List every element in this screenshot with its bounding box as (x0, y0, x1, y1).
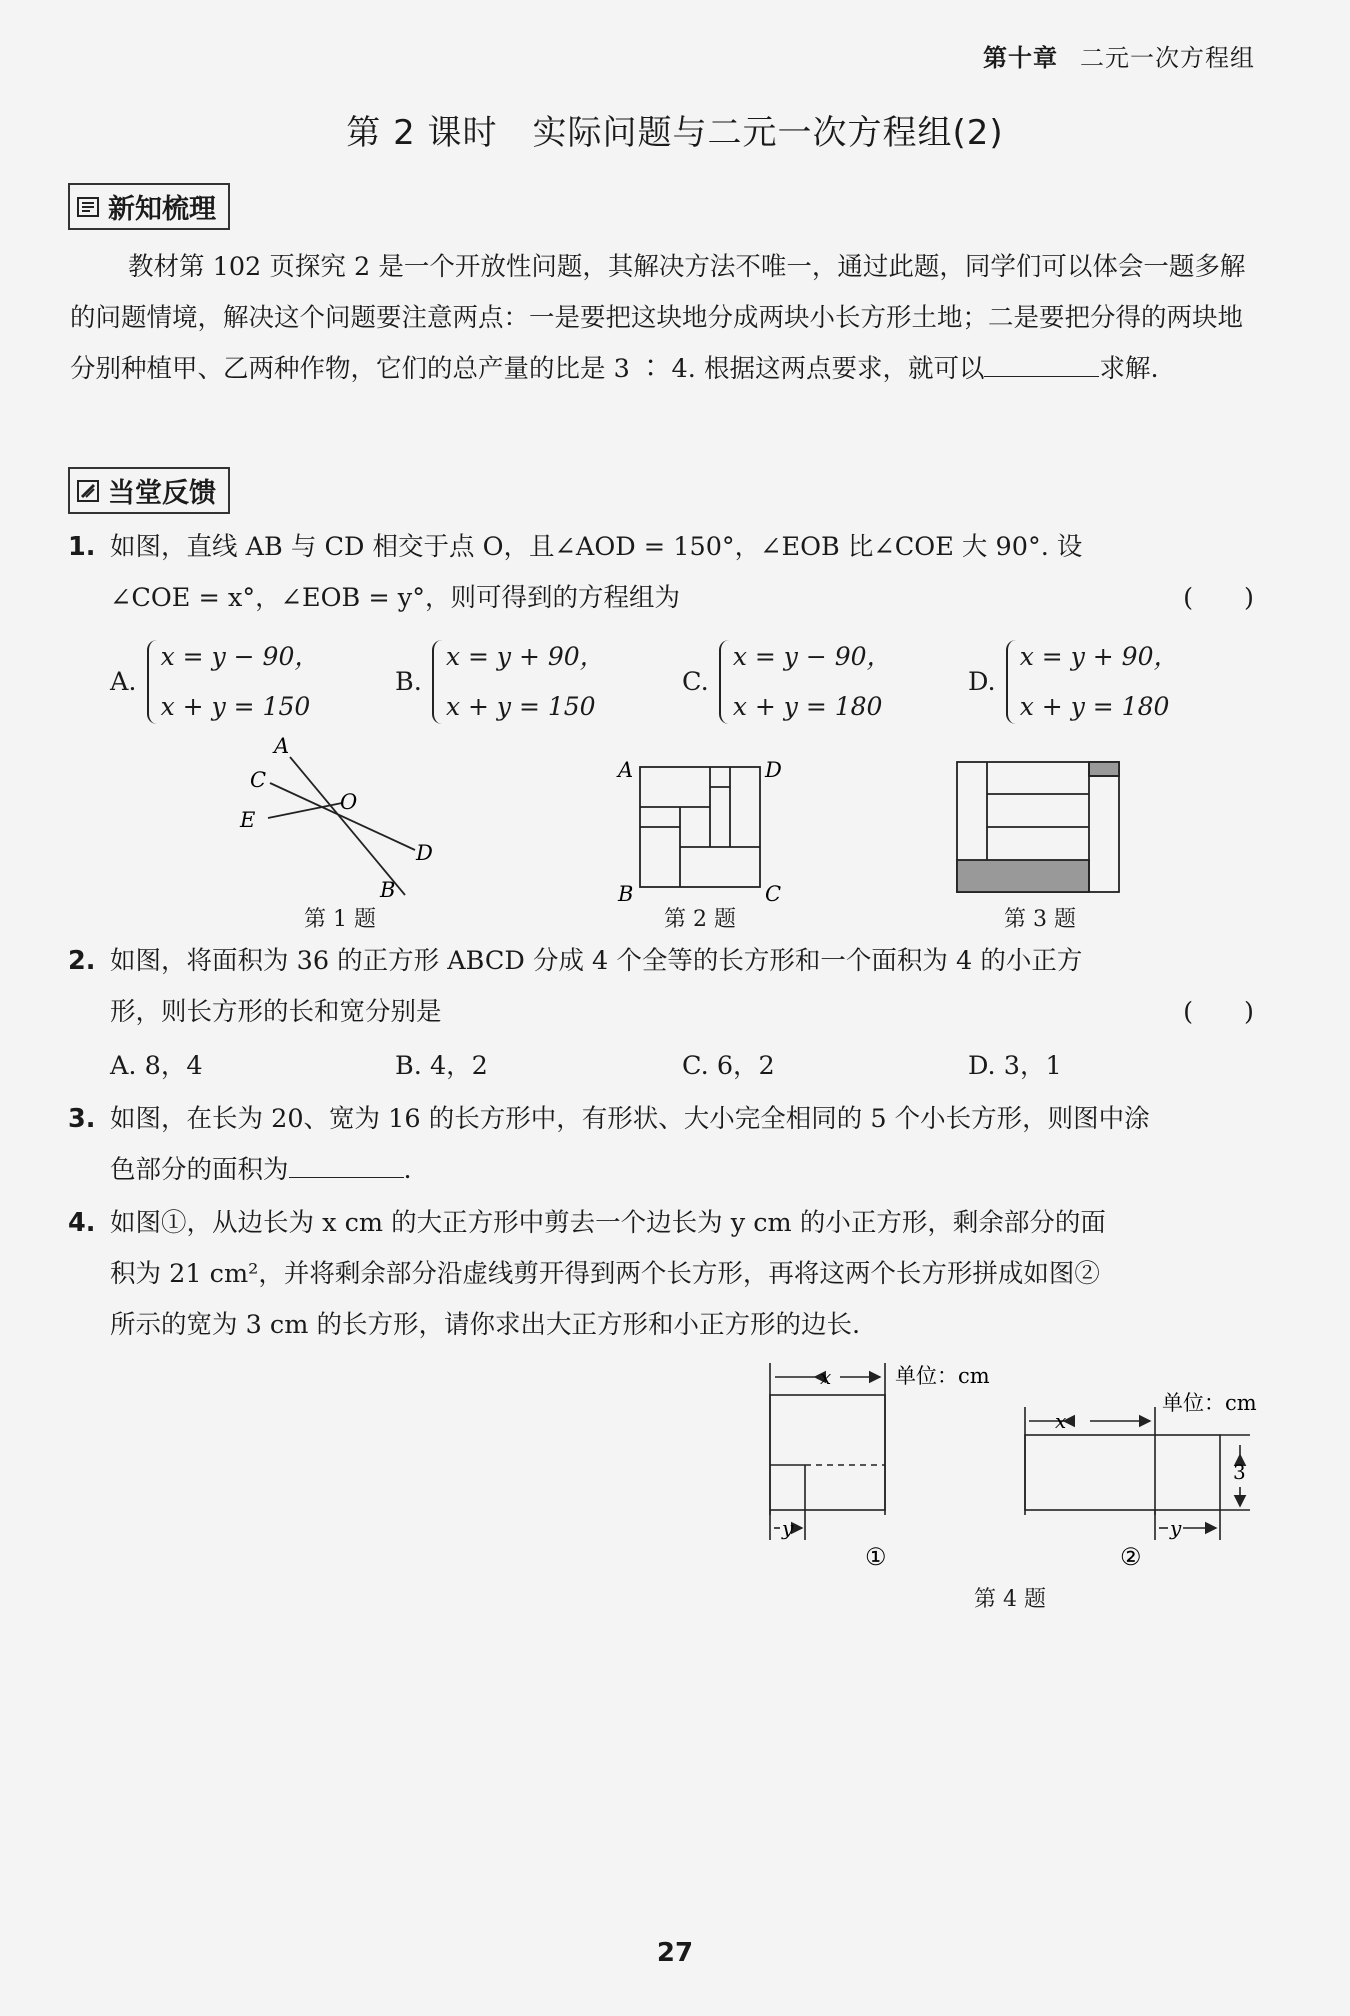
answer-blank[interactable] (984, 376, 1099, 377)
label-a: A (274, 735, 290, 758)
equation-system (1004, 632, 1179, 732)
unit-label: 单位：cm (1162, 1391, 1257, 1415)
figure-3-caption: 第 3 题 (1004, 907, 1076, 932)
period: . (403, 1155, 412, 1185)
question-1 (68, 522, 1268, 624)
option-label: A. (110, 667, 137, 697)
answer-paren[interactable]: ( ) (1183, 583, 1254, 613)
equation-system (717, 632, 892, 732)
equation-2: x + y = 180 (1019, 692, 1170, 721)
option-d[interactable]: D. 3，1 (968, 1051, 1062, 1081)
equation-system (430, 632, 605, 732)
equation-2: x + y = 150 (445, 692, 596, 721)
chapter-title: 二元一次方程组 (1080, 44, 1255, 72)
intro-text-end: 求解. (1099, 354, 1159, 384)
question-number: 2. (68, 946, 96, 976)
figure-3-rectangle (955, 760, 1125, 900)
question-2 (68, 936, 1268, 1038)
equation-1: x = y − 90， (732, 642, 892, 671)
label-x: x (820, 1365, 832, 1389)
question-text-line1: 如图，在长为 20、宽为 16 的长方形中，有形状、大小完全相同的 5 个小长方形，则图中涂 (110, 1104, 1150, 1134)
label-y: y (782, 1516, 794, 1540)
question-text-line2: ∠COE = x°，∠EOB = y°，则可得到的方程组为 (110, 583, 680, 613)
label-y: y (1170, 1516, 1182, 1540)
answer-blank[interactable] (289, 1177, 404, 1178)
option-a[interactable] (110, 632, 319, 732)
question-3 (68, 1094, 1268, 1196)
book-icon (76, 195, 100, 219)
label-d: D (765, 758, 782, 782)
equation-2: x + y = 180 (732, 692, 883, 721)
page-number: 27 (656, 1938, 694, 1968)
label-x: x (1055, 1409, 1067, 1433)
label-e: E (240, 808, 256, 832)
chapter-number: 第十章 (983, 44, 1058, 72)
section-label: 新知梳理 (108, 194, 216, 225)
question-number: 4. (68, 1208, 96, 1238)
lesson-title: 第 2 课时 实际问题与二元一次方程组(2) (346, 113, 1004, 153)
line-ab (290, 757, 405, 895)
figure-1-caption: 第 1 题 (304, 907, 376, 932)
running-head (983, 38, 1255, 73)
section-badge-feedback (68, 467, 230, 514)
option-c[interactable] (682, 632, 892, 732)
question-text-line2: 积为 21 cm²，并将剩余部分沿虚线剪开得到两个长方形，再将这两个长方形拼成如图② (110, 1259, 1100, 1289)
section-label: 当堂反馈 (108, 478, 216, 509)
option-b[interactable]: B. 4，2 (395, 1051, 488, 1081)
figure-4-diagrams (750, 1355, 1270, 1605)
option-d[interactable] (968, 632, 1178, 732)
label-o: O (340, 790, 358, 814)
label-b: B (380, 878, 396, 902)
question-text-line3: 所示的宽为 3 cm 的长方形，请你求出大正方形和小正方形的边长. (110, 1310, 861, 1340)
pencil-icon (76, 479, 100, 503)
label-c: C (765, 882, 782, 905)
question-number: 3. (68, 1104, 96, 1134)
question-text-line1: 如图，将面积为 36 的正方形 ABCD 分成 4 个全等的长方形和一个面积为 4 的小正方 (110, 946, 1083, 976)
option-label: B. (395, 667, 422, 697)
equation-1: x = y − 90， (160, 642, 320, 671)
question-4 (68, 1198, 1268, 1351)
option-c[interactable]: C. 6，2 (682, 1051, 775, 1081)
intro-paragraph (70, 242, 1265, 395)
section-badge-new-knowledge (68, 183, 230, 230)
equation-1: x = y + 90， (1019, 642, 1179, 671)
figure-1-intersecting-lines (230, 735, 460, 905)
option-b[interactable] (395, 632, 605, 732)
intro-text: 教材第 102 页探究 2 是一个开放性问题，其解决方法不唯一，通过此题，同学们可以体会一题多解的问题情境，解决这个问题要注意两点：一是要把这块地分成两块小长方形土地；二是要把分得的两块地分别种植甲、乙两种作物，它们的总产量的比是 3 ∶ 4. 根据这两点要求，就可以 (70, 252, 1246, 384)
label-b: B (618, 882, 634, 905)
option-a[interactable]: A. 8，4 (110, 1051, 203, 1081)
option-label: C. (682, 667, 709, 697)
label-a: A (618, 758, 634, 782)
equation-2: x + y = 150 (160, 692, 311, 721)
answer-paren[interactable]: ( ) (1183, 997, 1254, 1027)
figure-number-2: ② (1120, 1543, 1142, 1571)
equation-system (145, 632, 320, 732)
figure-2-square (610, 755, 790, 905)
figure-number-1: ① (865, 1543, 887, 1571)
equation-1: x = y + 90， (445, 642, 605, 671)
label-3: 3 (1233, 1460, 1246, 1484)
question-number: 1. (68, 532, 96, 562)
label-c: C (250, 768, 267, 792)
question-text-line2: 形，则长方形的长和宽分别是 (110, 997, 442, 1027)
question-text-line1: 如图①，从边长为 x cm 的大正方形中剪去一个边长为 y cm 的小正方形，剩余部分的面 (110, 1208, 1106, 1238)
figure-2-caption: 第 2 题 (664, 907, 736, 932)
question-text-line2: 色部分的面积为 (110, 1155, 289, 1185)
figure-4-caption: 第 4 题 (974, 1587, 1046, 1612)
label-d: D (416, 841, 433, 865)
unit-label: 单位：cm (895, 1364, 990, 1388)
question-text-line1: 如图，直线 AB 与 CD 相交于点 O，且∠AOD = 150°，∠EOB 比∠COE 大 90°. 设 (110, 532, 1083, 562)
option-label: D. (968, 667, 996, 697)
